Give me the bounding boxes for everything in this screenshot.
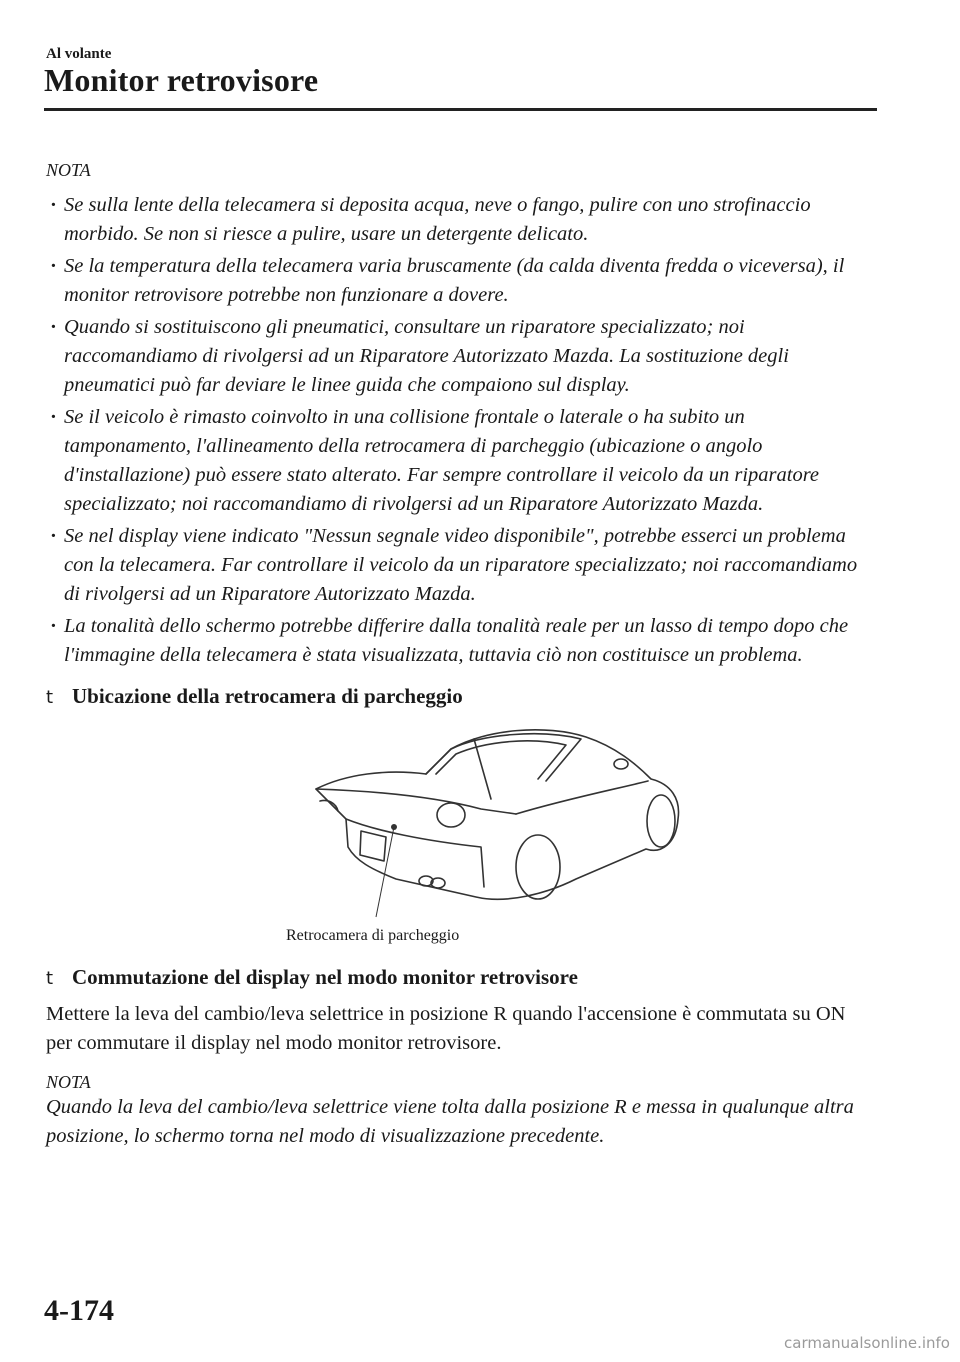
section-heading-camera-location xyxy=(46,684,876,709)
page-content xyxy=(46,160,876,1151)
car-antenna xyxy=(474,739,491,799)
bullet-icon: · xyxy=(50,194,57,216)
note-item xyxy=(46,313,876,400)
car-figure xyxy=(46,719,876,951)
body-paragraph: Mettere la leva del cambio/leva selettrice in posizione R quando l'accensione è commutata su ON per commutare il display nel modo monitor retrovisore. xyxy=(46,1003,846,1054)
note-paragraph: Quando la leva del cambio/leva selettrice viene tolta dalla posizione R e messa in qualunque altra posizione, lo schermo torna nel modo di visualizzazione precedente. xyxy=(46,1096,854,1147)
note-item xyxy=(46,522,876,609)
page-number: 4-174 xyxy=(44,1294,114,1327)
note-item xyxy=(46,612,876,670)
note-list xyxy=(46,191,876,670)
car-rear-illustration xyxy=(276,719,686,924)
section-label: Al volante xyxy=(46,46,112,62)
bullet-icon: · xyxy=(50,406,57,428)
car-wheel-front xyxy=(647,795,675,847)
note-item-text: La tonalità dello schermo potrebbe differire dalla tonalità reale per un lasso di tempo dopo che l'immagine della telecamera è stata visualizzata, tuttavia ciò non costituisce un problema. xyxy=(64,615,849,666)
bullet-icon: · xyxy=(50,255,57,277)
section-heading-text: Ubicazione della retrocamera di parcheggio xyxy=(72,684,463,708)
bullet-icon: · xyxy=(50,316,57,338)
section-marker-icon: t xyxy=(46,687,54,708)
note-item-text: Se la temperatura della telecamera varia bruscamente (da calda diventa fredda o viceversa), il monitor retrovisore potrebbe non funzionare a dovere. xyxy=(64,255,845,306)
car-license-plate xyxy=(360,831,386,861)
section-heading-display-switch xyxy=(46,965,876,990)
car-side-line xyxy=(516,781,648,814)
note-item xyxy=(46,191,876,249)
car-body-outline xyxy=(316,730,679,899)
section-marker-icon: t xyxy=(46,968,54,989)
car-rear-bumper xyxy=(346,819,484,887)
page-title: Monitor retrovisore xyxy=(44,62,319,98)
bullet-icon: · xyxy=(50,615,57,637)
car-wheel-rear xyxy=(516,835,560,899)
car-mirror xyxy=(614,759,628,769)
watermark: carmanualsonline.info xyxy=(784,1334,950,1352)
note-item-text: Se sulla lente della telecamera si deposita acqua, neve o fango, pulire con uno strofinaccio morbido. Se non si riesce a pulire, usare un detergente delicato. xyxy=(64,194,811,245)
note-item-text: Quando si sostituiscono gli pneumatici, consultare un riparatore specializzato; noi raccomandiamo di rivolgersi ad un Riparatore Autorizzato Mazda. La sostituzione degli pneumatici può far deviare le linee guida che compaiono sul display. xyxy=(64,316,789,396)
section-heading-text: Commutazione del display nel modo monitor retrovisore xyxy=(72,965,578,989)
note-item xyxy=(46,403,876,519)
note-item xyxy=(46,252,876,310)
bullet-icon: · xyxy=(50,525,57,547)
title-rule xyxy=(44,108,877,111)
note-label: NOTA xyxy=(46,1072,91,1092)
note-item-text: Se il veicolo è rimasto coinvolto in una collisione frontale o laterale o ha subito un tamponamento, l'allineamento della retrocamera di parcheggio (ubicazione o angolo d'installazione) può essere stato alterato. Far sempre controllare il veicolo da un riparatore specializzato; noi raccomandiamo di rivolgersi ad un Riparatore Autorizzato Mazda. xyxy=(64,406,820,515)
note-item-text: Se nel display viene indicato "Nessun segnale video disponibile", potrebbe esserci un problema con la telecamera. Far controllare il veicolo da un riparatore specializzato; noi raccomandiamo di rivolgersi ad un Riparatore Autorizzato Mazda. xyxy=(64,525,858,605)
car-taillight-right xyxy=(437,803,465,827)
figure-caption: Retrocamera di parcheggio xyxy=(286,927,460,944)
car-roof xyxy=(426,734,581,781)
car-trunk xyxy=(316,789,516,814)
note-label: NOTA xyxy=(46,160,91,180)
